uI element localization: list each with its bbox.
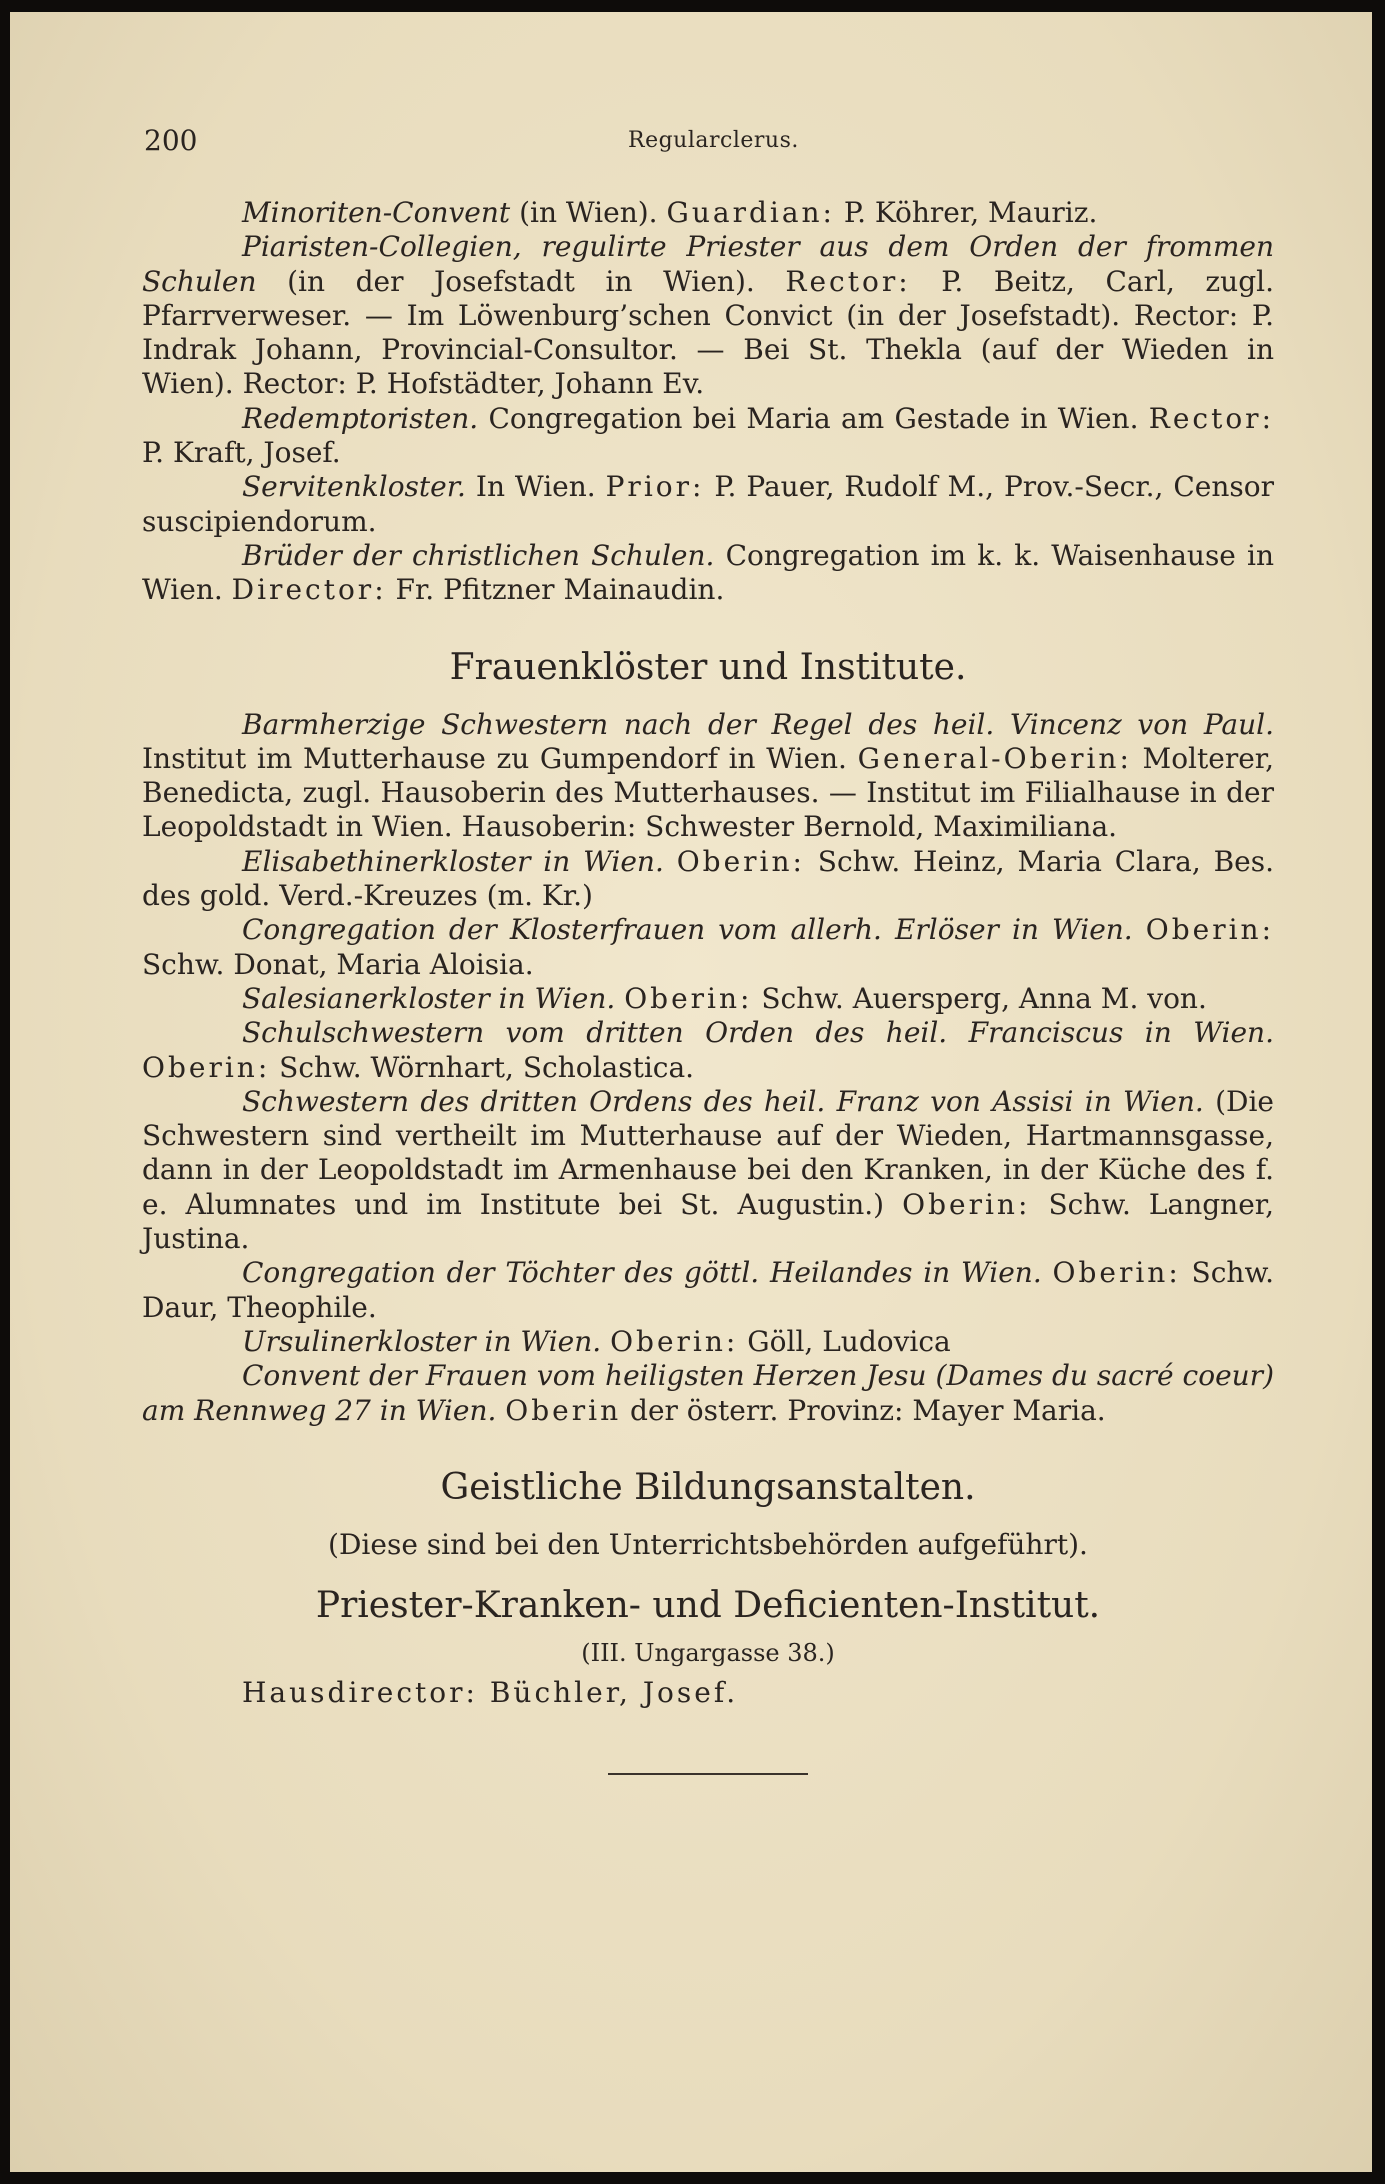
section-title-convents: Frauenklöster und Institute. bbox=[449, 646, 967, 688]
entry: Congregation der Töchter des göttl. Heilandes in Wien. Oberin: Schw. Daur, Theophile. bbox=[142, 1256, 1274, 1324]
entry: Convent der Frauen vom heiligsten Herzen Jesu (Dames du sacré coeur) am Rennweg 27 in Wien. Oberin der österr. Provinz: Mayer Maria. bbox=[142, 1359, 1274, 1427]
book-page bbox=[10, 12, 1372, 2172]
entry: Minoriten-Convent (in Wien). Guardian: P. Köhrer, Mauriz. bbox=[242, 196, 1098, 229]
entry: Congregation der Klosterfrauen vom allerh. Erlöser in Wien. Oberin: Schw. Donat, Maria Aloisia. bbox=[142, 913, 1275, 981]
closing-rule bbox=[608, 1773, 808, 1775]
section-title-education: Geistliche Bildungsanstalten. bbox=[440, 1466, 976, 1508]
running-head: Regularclerus. bbox=[628, 128, 799, 153]
entry: Brüder der christlichen Schulen. Congregation im k. k. Waisenhause in Wien. Director: Fr. Pfitzner Mainaudin. bbox=[142, 538, 1274, 607]
entry: Piaristen-Collegien, regulirte Priester aus dem Orden der frommen Schulen (in der Josefstadt in Wien). Rector: P. Beitz, Carl, zugl. Pfarrverweser. — Im Löwenburg’schen Convict (in der Josefstadt). Rector: P. Indrak Johann, Provincial-Consultor. — Bei St. Thekla (auf der Wieden in Wien). Rector: P. Hofstädter, Johann Ev. bbox=[142, 230, 1274, 401]
entry: Barmherzige Schwestern nach der Regel des heil. Vincenz von Paul. Institut im Mutterhause zu Gumpendorf in Wien. General-Oberin: Molterer, Benedicta, zugl. Hausoberin des Mutterhauses. — Institut im Filialhause in der Leopoldstadt in Wien. Hausoberin: Schwester Bernold, Maximiliana. bbox=[142, 707, 1274, 844]
entry: Redemptoristen. Congregation bei Maria am Gestade in Wien. Rector: P. Kraft, Josef. bbox=[142, 401, 1274, 470]
section-title-institute: Priester-Kranken- und Deficienten-Institut. bbox=[315, 1585, 1101, 1627]
entry: Schulschwestern vom dritten Orden des heil. Franciscus in Wien. Oberin: Schw. Wörnhart, Scholastica. bbox=[142, 1016, 1274, 1084]
entry: Elisabethinerkloster in Wien. Oberin: Schw. Heinz, Maria Clara, Bes. des gold. Verd.-Kreuzes (m. Kr.) bbox=[142, 844, 1275, 913]
house-director: Hausdirector: Büchler, Josef. bbox=[242, 1676, 739, 1710]
institute-address: (III. Ungargasse 38.) bbox=[581, 1639, 835, 1668]
page-header bbox=[10, 124, 1372, 164]
entries-regular-clergy bbox=[142, 196, 1274, 608]
entry: Schwestern des dritten Ordens des heil. Franz von Assisi in Wien. (Die Schwestern sind vertheilt im Mutterhause auf der Wieden, Hartmannsgasse, dann in der Leopoldstadt im Armenhause bei den Kranken, in der Küche des f. e. Alumnates und im Institute bei St. Augustin.) Oberin: Schw. Langner, Justina. bbox=[142, 1084, 1274, 1256]
page-body bbox=[142, 196, 1274, 1775]
page-number: 200 bbox=[144, 124, 198, 157]
entry: Servitenkloster. In Wien. Prior: P. Pauer, Rudolf M., Prov.-Secr., Censor suscipiendorum. bbox=[142, 470, 1274, 538]
section-subtitle-education: (Diese sind bei den Unterrichtsbehörden aufgeführt). bbox=[328, 1527, 1088, 1561]
entry: Salesianerkloster in Wien. Oberin: Schw. Auersperg, Anna M. von. bbox=[242, 981, 1207, 1015]
entry: Ursulinerkloster in Wien. Oberin: Göll, Ludovica bbox=[242, 1324, 951, 1358]
entries-convents bbox=[142, 708, 1274, 1428]
